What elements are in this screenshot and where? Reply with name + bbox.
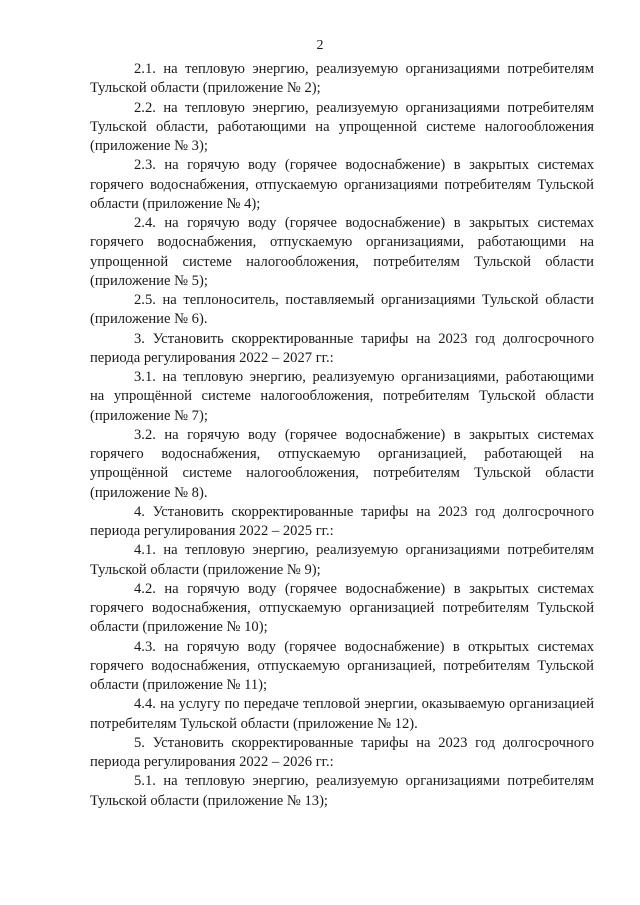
paragraph-4-1: 4.1. на тепловую энергию, реализуемую организациями потребителям Тульской области (приложение № 9); [90,542,594,578]
paragraph-4-4: 4.4. на услугу по передаче тепловой энергии, оказываемую организацией потребителям Тульской области (приложение № 12). [90,696,594,732]
paragraph-4-3: 4.3. на горячую воду (горячее водоснабжение) в открытых системах горячего водоснабжения, отпускаемую организацией, потребителям Тульской области (приложение № 11); [90,638,594,693]
page-number: 2 [316,38,324,53]
paragraph-2-3: 2.3. на горячую воду (горячее водоснабжение) в закрытых системах горячего водоснабжения, отпускаемую организациями потребителям Тульской области (приложение № 4); [90,157,594,212]
paragraph-2-1: 2.1. на тепловую энергию, реализуемую организациями потребителям Тульской области (приложение № 2); [90,61,594,97]
paragraph-3-1: 3.1. на тепловую энергию, реализуемую организациями, работающими на упрощённой системе налогообложения, потребителям Тульской области (приложение № 7); [90,369,594,424]
paragraph-2-4: 2.4. на горячую воду (горячее водоснабжение) в закрытых системах горячего водоснабжения, отпускаемую организациями, работающими на упрощенной системе налогообложения, потребителям Тульской области (приложение № 5); [90,215,594,289]
paragraph-4: 4. Установить скорректированные тарифы на 2023 год долгосрочного периода регулирования 2022 – 2025 гг.: [90,503,594,539]
paragraph-4-2: 4.2. на горячую воду (горячее водоснабжение) в закрытых системах горячего водоснабжения, отпускаемую организацией потребителям Тульской области (приложение № 10); [90,580,594,636]
paragraph-2-5: 2.5. на теплоноситель, поставляемый организациями Тульской области (приложение № 6). [90,292,594,328]
paragraph-2-2: 2.2. на тепловую энергию, реализуемую организациями потребителям Тульской области, работающими на упрощенной системе налогообложения (приложение № 3); [90,99,594,154]
paragraph-5-1: 5.1. на тепловую энергию, реализуемую организациями потребителям Тульской области (приложение № 13); [90,773,594,809]
paragraph-3-2: 3.2. на горячую воду (горячее водоснабжение) в закрытых системах горячего водоснабжения, отпускаемую организацией, работающей на упрощённой системе налогообложения, потребителям Тульской области (приложение № 8). [90,426,594,501]
document-body [90,60,594,811]
paragraph-3: 3. Установить скорректированные тарифы на 2023 год долгосрочного периода регулирования 2022 – 2027 гг.: [90,330,594,366]
paragraph-5: 5. Установить скорректированные тарифы на 2023 год долгосрочного периода регулирования 2022 – 2026 гг.: [90,734,594,770]
